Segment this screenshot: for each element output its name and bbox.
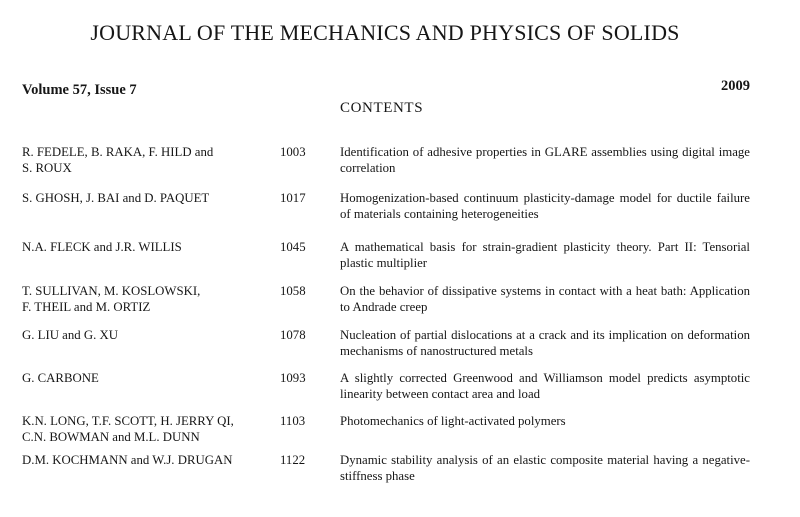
entry-title: A slightly corrected Greenwood and Williamson model predicts asymptotic linearity between contact area and load — [340, 371, 750, 401]
table-of-contents — [22, 144, 752, 484]
entry-title: Homogenization-based continuum plasticity-damage model for ductile failure of materials containing heterogeneities — [340, 191, 750, 221]
entry-page-number: 1045 — [280, 240, 306, 254]
entry-authors: D.M. KOCHMANN and W.J. DRUGAN — [22, 453, 233, 467]
toc-entry — [22, 144, 752, 176]
entry-page-number: 1003 — [280, 145, 306, 159]
entry-authors: N.A. FLECK and J.R. WILLIS — [22, 240, 182, 254]
toc-entry — [22, 452, 752, 484]
entry-page-number: 1017 — [280, 191, 306, 205]
entry-page-number: 1103 — [280, 414, 306, 428]
entry-title: On the behavior of dissipative systems in contact with a heat bath: Application to Andrade creep — [340, 284, 750, 314]
toc-entry — [22, 283, 752, 315]
entry-title: Dynamic stability analysis of an elastic composite material having a negative-stiffness phase — [340, 453, 750, 483]
entry-title: A mathematical basis for strain-gradient plasticity theory. Part II: Tensorial plastic multiplier — [340, 240, 750, 270]
entry-title: Identification of adhesive properties in GLARE assemblies using digital image correlation — [340, 145, 750, 175]
publication-year: 2009 — [721, 78, 750, 94]
entry-authors: R. FEDELE, B. RAKA, F. HILD and S. ROUX — [22, 145, 214, 175]
entry-page-number: 1058 — [280, 284, 306, 298]
toc-entry — [22, 190, 752, 222]
journal-title: JOURNAL OF THE MECHANICS AND PHYSICS OF SOLIDS — [90, 20, 680, 45]
contents-heading: CONTENTS — [340, 100, 424, 116]
entry-title: Nucleation of partial dislocations at a crack and its implication on deformation mechanisms of nanostructured metals — [340, 328, 750, 358]
volume-issue: Volume 57, Issue 7 — [22, 82, 137, 98]
toc-entry — [22, 370, 752, 402]
entry-page-number: 1078 — [280, 328, 306, 342]
toc-entry — [22, 327, 752, 359]
entry-page-number: 1122 — [280, 453, 306, 467]
entry-authors: S. GHOSH, J. BAI and D. PAQUET — [22, 191, 210, 205]
entry-title: Photomechanics of light-activated polymers — [340, 414, 566, 428]
entry-authors: T. SULLIVAN, M. KOSLOWSKI, F. THEIL and M. ORTIZ — [22, 284, 201, 314]
entry-authors: G. LIU and G. XU — [22, 328, 118, 342]
entry-authors: G. CARBONE — [22, 371, 99, 385]
entry-page-number: 1093 — [280, 371, 306, 385]
entry-authors: K.N. LONG, T.F. SCOTT, H. JERRY QI, C.N. BOWMAN and M.L. DUNN — [22, 414, 234, 444]
toc-entry — [22, 239, 752, 271]
toc-entry — [22, 413, 752, 445]
